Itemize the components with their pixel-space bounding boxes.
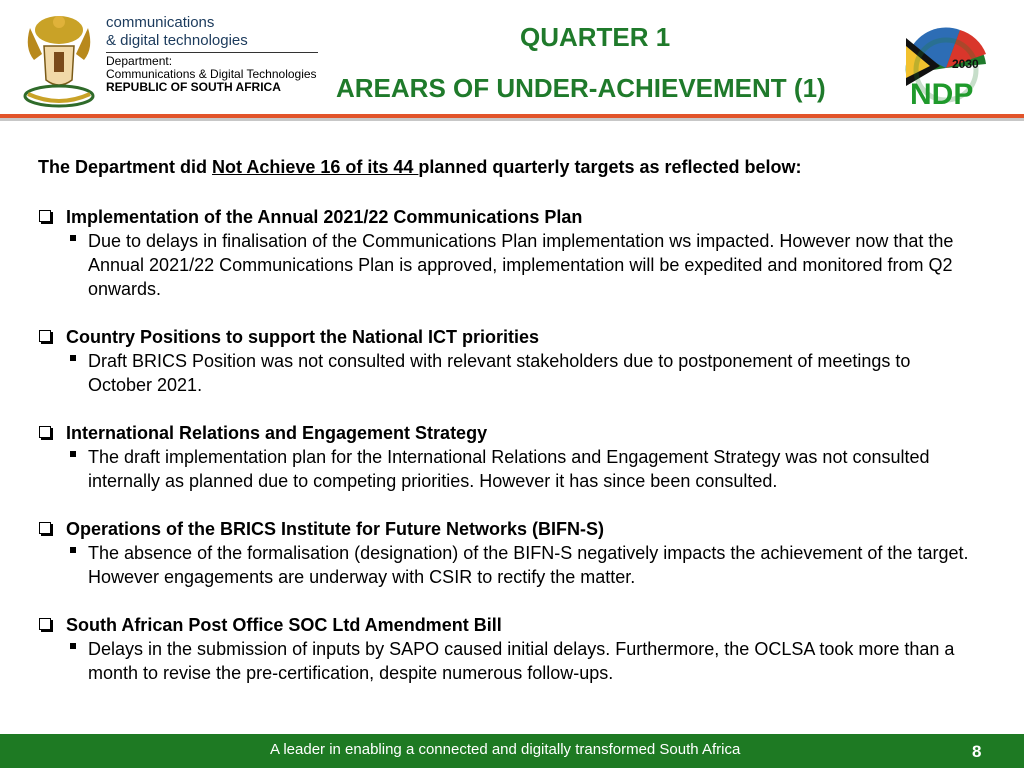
under-achievement-list <box>38 205 978 709</box>
item-heading: International Relations and Engagement Strategy <box>66 423 488 443</box>
page-number: 8 <box>972 742 982 761</box>
department-name-line1: communications <box>106 14 215 31</box>
list-item <box>38 205 978 301</box>
department-name <box>106 14 248 50</box>
intro-underlined: Not Achieve 16 of its 44 <box>212 157 419 177</box>
square-bullet-icon <box>70 235 76 241</box>
square-bullet-icon <box>70 547 76 553</box>
department-logo <box>20 8 320 108</box>
ndp-year: 2030 <box>952 57 979 71</box>
checkbox-bullet-icon <box>39 330 51 342</box>
item-heading: Implementation of the Annual 2021/22 Communications Plan <box>66 207 583 227</box>
square-bullet-icon <box>70 355 76 361</box>
intro-prefix: The Department did <box>38 157 213 177</box>
item-detail: The absence of the formalisation (designation) of the BIFN-S negatively impacts the achievement of the target. However engagements are underway with CSIR to rectify the matter. <box>88 543 969 587</box>
checkbox-bullet-icon <box>39 210 51 222</box>
item-heading: Operations of the BRICS Institute for Future Networks (BIFN-S) <box>66 519 605 539</box>
department-name-line2: & digital technologies <box>106 32 248 49</box>
item-detail: The draft implementation plan for the International Relations and Engagement Strategy was not consulted internally as planned due to competing priorities. However it has since been consulted. <box>88 447 930 491</box>
checkbox-bullet-icon <box>39 522 51 534</box>
checkbox-bullet-icon <box>39 426 51 438</box>
footer-tagline: A leader in enabling a connected and digitally transformed South Africa <box>270 741 741 758</box>
item-heading: Country Positions to support the National ICT priorities <box>66 327 540 347</box>
slide-title-quarter: QUARTER 1 <box>520 22 671 52</box>
square-bullet-icon <box>70 451 76 457</box>
footer-bar <box>0 734 1024 768</box>
item-heading: South African Post Office SOC Ltd Amendment Bill <box>66 615 502 635</box>
intro-statement <box>38 157 802 178</box>
item-detail: Draft BRICS Position was not consulted with relevant stakeholders due to postponement of meetings to October 2021. <box>88 351 911 395</box>
item-detail: Due to delays in finalisation of the Communications Plan implementation ws impacted. However now that the Annual 2021/22 Communications Plan is approved, implementation will be expedited and monitored from Q2 onwards. <box>88 231 954 299</box>
list-item <box>38 325 978 397</box>
item-detail: Delays in the submission of inputs by SAPO caused initial delays. Furthermore, the OCLSA took more than a month to revise the pre-certification, despite numerous follow-ups. <box>88 639 955 683</box>
department-divider <box>106 52 318 53</box>
slide-title: AREARS OF UNDER-ACHIEVEMENT (1) <box>336 73 826 103</box>
square-bullet-icon <box>70 643 76 649</box>
header-shadow-rule <box>0 118 1024 121</box>
coat-of-arms-icon <box>20 8 98 108</box>
list-item <box>38 613 978 685</box>
ndp-2030-logo <box>900 24 992 108</box>
checkbox-bullet-icon <box>39 618 51 630</box>
list-item <box>38 421 978 493</box>
department-details <box>106 55 317 94</box>
country-name: REPUBLIC OF SOUTH AFRICA <box>106 80 281 94</box>
department-label: Department: <box>106 54 173 68</box>
ndp-text: NDP <box>910 78 974 108</box>
intro-suffix: planned quarterly targets as reflected below: <box>418 157 802 177</box>
list-item <box>38 517 978 589</box>
department-full-name: Communications & Digital Technologies <box>106 67 317 81</box>
